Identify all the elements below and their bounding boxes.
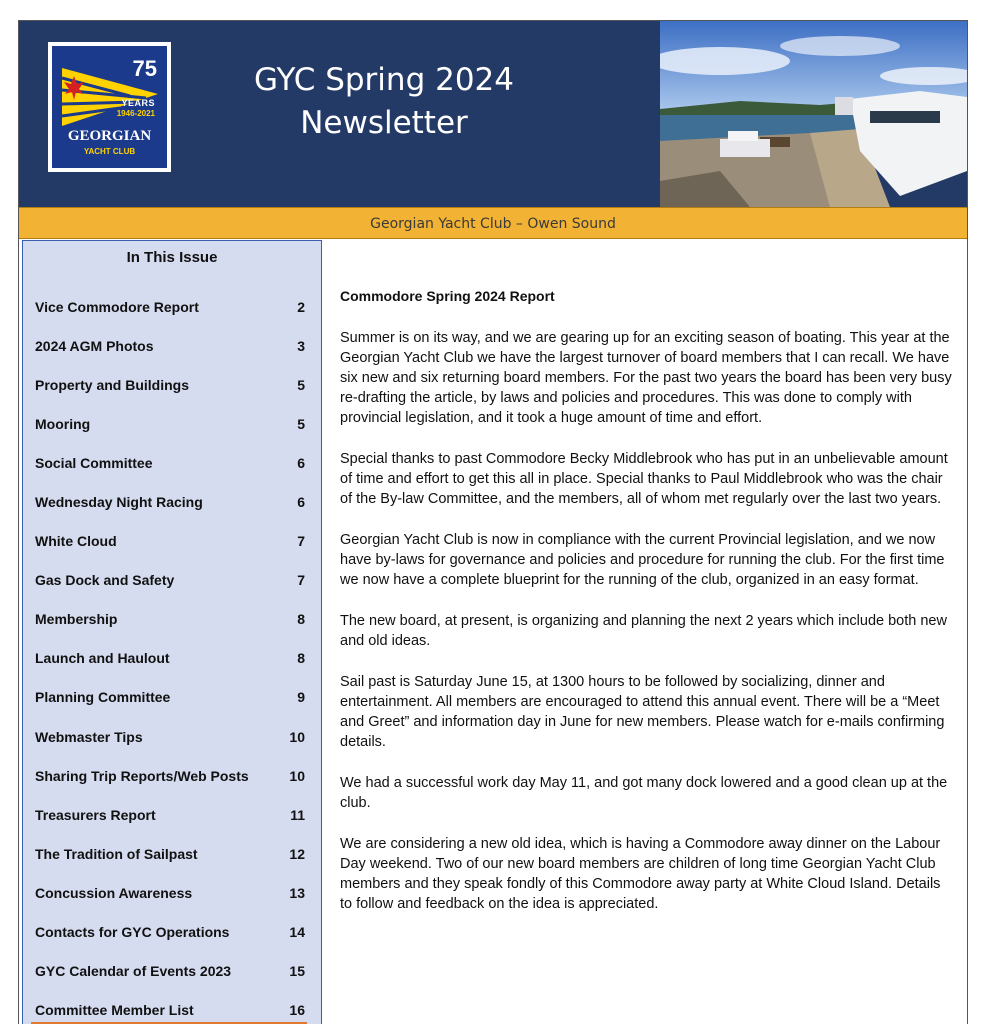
toc-item[interactable] [35, 561, 305, 600]
toc-item[interactable] [35, 404, 305, 443]
table-of-contents [35, 287, 305, 1024]
toc-item-page: 6 [297, 494, 305, 511]
toc-item[interactable] [35, 991, 305, 1024]
toc-item-label: Launch and Haulout [35, 650, 170, 667]
toc-item-label: Vice Commodore Report [35, 298, 199, 315]
sidebar-heading: In This Issue [126, 249, 218, 266]
article-paragraph: The new board, at present, is organizing and planning the next 2 years which include both new and old ideas. [340, 613, 947, 649]
toc-item-label: Webmaster Tips [35, 728, 143, 745]
toc-item-label: Property and Buildings [35, 376, 190, 393]
toc-item[interactable] [35, 756, 305, 795]
logo-dates: 1946-2021 [116, 109, 155, 118]
toc-item[interactable] [35, 678, 305, 717]
article-paragraph: Sail past is Saturday June 15, at 1300 hours to be followed by socializing, dinner and entertainment. All members are encouraged to attend this annual event. There will be a “Meet and Greet” and information day in June for new members. Please watch for e-mails confirming details. [340, 674, 945, 750]
toc-item-label: Membership [35, 611, 118, 628]
in-this-issue-sidebar [22, 240, 322, 1024]
article-paragraph: Special thanks to past Commodore Becky Middlebrook who has put in an unbelievable amount of time and effort to get this all in place. Special thanks to Paul Middlebrook who was the chair of the By-law Committee, and the members, all of whom met regularly over the last two years. [340, 451, 948, 507]
toc-item-label: Social Committee [35, 454, 153, 471]
toc-item-page: 8 [297, 611, 305, 628]
newsletter-title [209, 59, 559, 145]
marina-photo [660, 21, 967, 207]
logo-subname: YACHT CLUB [83, 147, 136, 156]
toc-item-label: Contacts for GYC Operations [35, 924, 230, 941]
toc-item-label: Wednesday Night Racing [35, 494, 203, 511]
toc-item-page: 10 [289, 728, 305, 745]
toc-item-page: 9 [297, 689, 305, 706]
toc-item-label: White Cloud [35, 533, 117, 550]
article-paragraph: Summer is on its way, and we are gearing up for an exciting season of boating. This year at the Georgian Yacht Club we have the largest turnover of board members that I can recall. We have six new and six returning board members. For the past two years the board has been very busy re-drafting the article, by laws and policies and procedures. This was done to comply with provincial legislation, and it took a huge amount of time and effort. [340, 330, 952, 426]
logo-name: GEORGIAN [67, 128, 152, 144]
toc-item[interactable] [35, 639, 305, 678]
toc-item[interactable] [35, 365, 305, 404]
toc-item-page: 3 [297, 337, 305, 354]
toc-item[interactable] [35, 795, 305, 834]
toc-item-label: The Tradition of Sailpast [35, 845, 198, 862]
toc-item[interactable] [35, 873, 305, 912]
toc-item-page: 10 [289, 767, 305, 784]
club-logo [48, 42, 171, 172]
toc-item[interactable] [35, 952, 305, 991]
toc-item-page: 14 [289, 924, 305, 941]
toc-item-page: 7 [297, 572, 305, 589]
toc-item[interactable] [35, 443, 305, 482]
article [340, 288, 952, 935]
toc-item-label: Treasurers Report [35, 806, 156, 823]
toc-item-page: 7 [297, 533, 305, 550]
toc-item[interactable] [35, 600, 305, 639]
toc-item-label: 2024 AGM Photos [35, 337, 154, 354]
toc-item-page: 13 [289, 884, 305, 901]
article-heading: Commodore Spring 2024 Report [340, 288, 555, 304]
toc-item-page: 2 [297, 298, 305, 315]
toc-item-page: 5 [297, 376, 305, 393]
toc-item-page: 15 [289, 963, 305, 980]
toc-item-label: Concussion Awareness [35, 884, 193, 901]
title-line-2: Newsletter [300, 105, 468, 141]
toc-item[interactable] [35, 326, 305, 365]
toc-item-page: 11 [290, 806, 305, 823]
toc-item[interactable] [35, 834, 305, 873]
toc-item-label: Committee Member List [35, 1002, 194, 1019]
logo-years: YEARS [121, 98, 155, 108]
toc-item[interactable] [35, 717, 305, 756]
article-paragraph: Georgian Yacht Club is now in compliance with the current Provincial legislation, and we now have by-laws for governance and policies and procedure for running the club. For the first time we now have a complete blueprint for the running of the club, organized in an easy format. [340, 532, 945, 588]
toc-item-label: Sharing Trip Reports/Web Posts [35, 767, 249, 784]
toc-item-page: 5 [297, 415, 305, 432]
toc-item-page: 12 [289, 845, 305, 862]
subtitle-text: Georgian Yacht Club – Owen Sound [370, 216, 616, 232]
toc-item[interactable] [35, 482, 305, 521]
title-line-1: GYC Spring 2024 [253, 62, 514, 98]
toc-item-page: 8 [297, 650, 305, 667]
subtitle-band [19, 207, 967, 239]
toc-item-label: Gas Dock and Safety [35, 572, 175, 589]
toc-item[interactable] [35, 913, 305, 952]
article-paragraph: We had a successful work day May 11, and got many dock lowered and a good clean up at the club. [340, 775, 948, 811]
logo-number: 75 [132, 56, 157, 81]
toc-item-label: Mooring [35, 415, 91, 432]
newsletter-header [19, 21, 967, 207]
toc-item[interactable] [35, 287, 305, 326]
toc-item-page: 16 [289, 1002, 305, 1019]
toc-item[interactable] [35, 522, 305, 561]
toc-item-label: Planning Committee [35, 689, 171, 706]
article-paragraph: We are considering a new old idea, which is having a Commodore away dinner on the Labour Day weekend. Two of our new board members are children of long time Georgian Yacht Club members and they speak fondly of this Commodore away party at White Cloud Island. Details to follow and feedback on the idea is appreciated. [340, 836, 941, 912]
newsletter-page [18, 20, 968, 1024]
toc-item-label: GYC Calendar of Events 2023 [35, 963, 232, 980]
toc-item-page: 6 [297, 454, 305, 471]
